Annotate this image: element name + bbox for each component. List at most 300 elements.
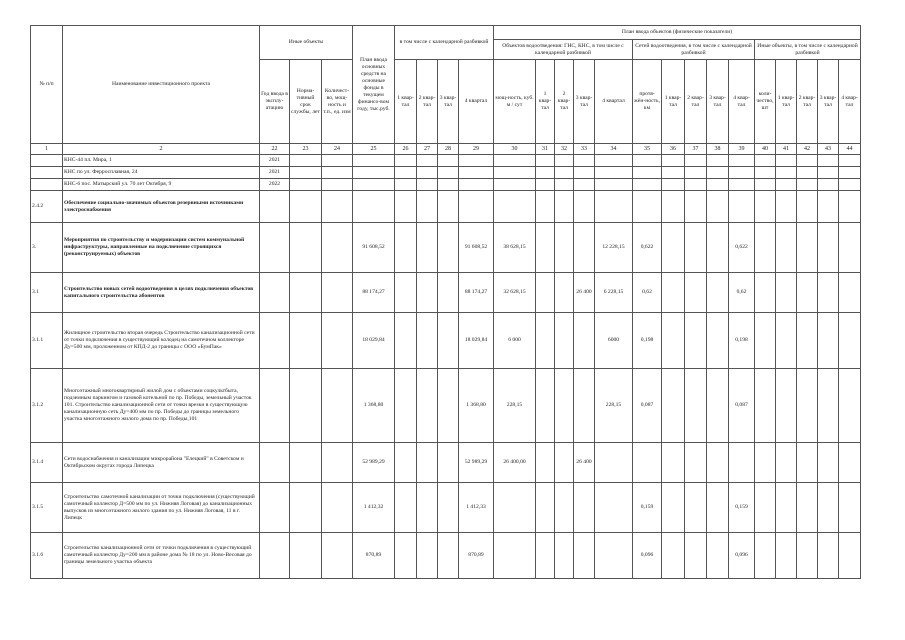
empty-cell <box>555 369 574 443</box>
empty-cell <box>755 155 776 167</box>
empty-cell <box>290 313 322 369</box>
kns-q3-value <box>574 483 595 533</box>
length-value <box>633 167 662 179</box>
col-number: 32 <box>555 144 574 155</box>
empty-cell <box>662 155 685 167</box>
empty-cell <box>438 273 459 313</box>
header-quantity: Количест-во, мощ-ность и т.п., ед. изм <box>322 60 353 144</box>
header-plan-physical: План ввода объектов (физические показатели) <box>494 26 861 40</box>
empty-cell <box>438 443 459 483</box>
empty-cell <box>797 155 818 167</box>
empty-cell <box>662 191 685 223</box>
empty-cell <box>797 191 818 223</box>
row-number: 3.1.4 <box>31 443 63 483</box>
empty-cell <box>290 155 322 167</box>
empty-cell <box>818 167 839 179</box>
project-name: Обеспечение социально-значимых объектов резервными источниками электроснабжения <box>63 191 260 223</box>
length-value: 0,096 <box>633 533 662 579</box>
project-name: КНС по ул. Ферросплавная, 24 <box>63 167 260 179</box>
header-length: протя-жён-ность, км <box>633 60 662 144</box>
empty-cell <box>685 167 707 179</box>
plan-value <box>353 179 395 191</box>
empty-cell <box>438 483 459 533</box>
kns-q4-value <box>595 191 633 223</box>
empty-cell <box>395 191 417 223</box>
quarter4-value: 91 608,52 <box>459 223 494 273</box>
empty-cell <box>818 369 839 443</box>
empty-cell <box>536 369 555 443</box>
empty-cell <box>685 223 707 273</box>
empty-cell <box>685 191 707 223</box>
network-q4-value: 0,622 <box>729 223 755 273</box>
network-q4-value: 0,62 <box>729 273 755 313</box>
length-value <box>633 443 662 483</box>
length-value <box>633 179 662 191</box>
empty-cell <box>322 179 353 191</box>
project-name: Многоэтажный многоквартирный жилой дом с объектами соцкультбыта, подземным паркингом и газовой котельной по пр. Победы, земельный участок 101. Строительство канализационной сети от точки врезки в существующую канализационную сеть Ду=400 мм по пр. Победы до границы земельного участка многоэтажного жилого дома по пр. Победы,101 <box>63 369 260 443</box>
year-value <box>260 483 290 533</box>
kns-q3-value: 26 400 <box>574 273 595 313</box>
quarter4-value <box>459 179 494 191</box>
project-name: Строительство самотечной канализации от точки подключения (существующий самотечный коллектор Д=500 мм по ул. Нижняя Логовая) до канализационных выпусков из многоэтажного жилого здания по ул. Нижняя Логовая, 11 в г. Липецк <box>63 483 260 533</box>
table-row <box>31 369 861 443</box>
empty-cell <box>438 223 459 273</box>
header-kns-q3: 3 квар-тал <box>574 60 595 144</box>
network-q4-value: 0,096 <box>729 533 755 579</box>
header-count: коли-чество, шт <box>755 60 776 144</box>
plan-value: 1 368,80 <box>353 369 395 443</box>
empty-cell <box>417 483 438 533</box>
empty-cell <box>755 533 776 579</box>
empty-cell <box>818 533 839 579</box>
empty-cell <box>685 533 707 579</box>
empty-cell <box>395 369 417 443</box>
kns-q3-value <box>574 179 595 191</box>
empty-cell <box>290 443 322 483</box>
empty-cell <box>707 191 729 223</box>
col-number: 27 <box>417 144 438 155</box>
empty-cell <box>818 483 839 533</box>
empty-cell <box>707 273 729 313</box>
network-q4-value <box>729 167 755 179</box>
empty-cell <box>417 191 438 223</box>
empty-cell <box>707 167 729 179</box>
empty-cell <box>685 483 707 533</box>
empty-cell <box>555 167 574 179</box>
empty-cell <box>776 167 797 179</box>
length-value: 0,159 <box>633 483 662 533</box>
empty-cell <box>818 223 839 273</box>
plan-value <box>353 191 395 223</box>
col-number: 34 <box>595 144 633 155</box>
year-value <box>260 273 290 313</box>
empty-cell <box>662 167 685 179</box>
empty-cell <box>839 191 861 223</box>
col-number: 25 <box>353 144 395 155</box>
empty-cell <box>839 179 861 191</box>
length-value: 0,62 <box>633 273 662 313</box>
empty-cell <box>839 443 861 483</box>
project-name: Мероприятия по строительству и модернизации систем коммунальной инфраструктуры, направленные на подключение строящихся (реконструируемых) объектов <box>63 223 260 273</box>
col-number: 30 <box>494 144 536 155</box>
capacity-value <box>494 167 536 179</box>
empty-cell <box>776 483 797 533</box>
network-q4-value: 0,198 <box>729 313 755 369</box>
table-row <box>31 483 861 533</box>
header-other-objects: Иные объекты <box>260 26 353 60</box>
header-project-name: Наименование инвестиционного проекта <box>63 26 260 144</box>
empty-cell <box>839 483 861 533</box>
header-kns-q2: 2 квар-тал <box>555 60 574 144</box>
column-number-row <box>31 144 861 155</box>
empty-cell <box>685 369 707 443</box>
col-number: 28 <box>438 144 459 155</box>
row-number: 3.1 <box>31 273 63 313</box>
header-group-kns: Объектов водоотведения: ГНС, КНС, в том числе с календарной разбивкой <box>494 40 633 60</box>
empty-cell <box>662 533 685 579</box>
empty-cell <box>555 313 574 369</box>
capacity-value <box>494 155 536 167</box>
empty-cell <box>417 155 438 167</box>
col-number: 43 <box>818 144 839 155</box>
empty-cell <box>395 443 417 483</box>
capacity-value <box>494 191 536 223</box>
empty-cell <box>776 191 797 223</box>
empty-cell <box>417 369 438 443</box>
empty-cell <box>839 313 861 369</box>
empty-cell <box>290 533 322 579</box>
col-number: 23 <box>290 144 322 155</box>
empty-cell <box>707 313 729 369</box>
kns-q4-value: 6 228,15 <box>595 273 633 313</box>
empty-cell <box>839 155 861 167</box>
empty-cell <box>555 533 574 579</box>
empty-cell <box>818 155 839 167</box>
empty-cell <box>290 223 322 273</box>
empty-cell <box>395 179 417 191</box>
year-value <box>260 223 290 273</box>
empty-cell <box>438 191 459 223</box>
network-q4-value <box>729 443 755 483</box>
empty-cell <box>662 273 685 313</box>
project-name: КНС-6 пос. Матырский ул. 70 лет Октября, 9 <box>63 179 260 191</box>
empty-cell <box>417 179 438 191</box>
empty-cell <box>395 273 417 313</box>
empty-cell <box>438 369 459 443</box>
header-q2: 2 квар-тал <box>417 60 438 144</box>
empty-cell <box>438 167 459 179</box>
empty-cell <box>685 443 707 483</box>
empty-cell <box>662 369 685 443</box>
header-net-q2: 2 квар-тал <box>685 60 707 144</box>
investment-plan-table <box>30 25 861 579</box>
col-number: 42 <box>797 144 818 155</box>
header-q1: 1 квар-тал <box>395 60 417 144</box>
quarter4-value: 1 412,33 <box>459 483 494 533</box>
header-net-q1: 1 квар-тал <box>662 60 685 144</box>
project-name: Сети водоснабжения и канализации микрорайона "Елецкий" в Советском и Октябрьском округах города Липецка <box>63 443 260 483</box>
row-number: 2.4.2 <box>31 191 63 223</box>
empty-cell <box>685 155 707 167</box>
table-row <box>31 179 861 191</box>
empty-cell <box>797 223 818 273</box>
kns-q4-value <box>595 167 633 179</box>
empty-cell <box>290 369 322 443</box>
year-value <box>260 313 290 369</box>
col-number: 26 <box>395 144 417 155</box>
capacity-value <box>494 179 536 191</box>
kns-q4-value <box>595 483 633 533</box>
empty-cell <box>707 155 729 167</box>
empty-cell <box>536 533 555 579</box>
empty-cell <box>417 313 438 369</box>
col-number: 29 <box>459 144 494 155</box>
empty-cell <box>322 167 353 179</box>
length-value: 0,622 <box>633 223 662 273</box>
header-group-other: Иные объекты, в том числе с календарной разбивкой <box>755 40 861 60</box>
empty-cell <box>839 167 861 179</box>
empty-cell <box>322 369 353 443</box>
year-value: 2021 <box>260 167 290 179</box>
plan-value: 1 412,32 <box>353 483 395 533</box>
table-row <box>31 533 861 579</box>
col-number: 36 <box>662 144 685 155</box>
empty-cell <box>776 313 797 369</box>
empty-cell <box>755 483 776 533</box>
header-group-networks: Сетей водоотведения, в том числе с календарной разбивкой <box>633 40 755 60</box>
col-number: 40 <box>755 144 776 155</box>
kns-q4-value <box>595 443 633 483</box>
table-row <box>31 155 861 167</box>
empty-cell <box>707 443 729 483</box>
length-value: 0,087 <box>633 369 662 443</box>
empty-cell <box>536 179 555 191</box>
header-plan-input: План ввода основных средств на основные фонды в текущем финансо-вом году, тыс.руб. <box>353 26 395 144</box>
header-incl-by-quarters: в том числе с календарной разбивкой <box>395 26 494 60</box>
empty-cell <box>818 273 839 313</box>
empty-cell <box>797 167 818 179</box>
empty-cell <box>755 191 776 223</box>
col-number: 2 <box>63 144 260 155</box>
quarter4-value <box>459 155 494 167</box>
col-number: 41 <box>776 144 797 155</box>
empty-cell <box>536 443 555 483</box>
year-value <box>260 191 290 223</box>
col-number: 31 <box>536 144 555 155</box>
header-oth-q4: 4 квар-тал <box>839 60 861 144</box>
kns-q4-value: 12 228,15 <box>595 223 633 273</box>
row-number <box>31 179 63 191</box>
kns-q4-value <box>595 155 633 167</box>
capacity-value: 38 628,15 <box>494 223 536 273</box>
empty-cell <box>395 533 417 579</box>
empty-cell <box>417 167 438 179</box>
empty-cell <box>797 179 818 191</box>
empty-cell <box>438 533 459 579</box>
empty-cell <box>755 273 776 313</box>
empty-cell <box>290 191 322 223</box>
empty-cell <box>536 313 555 369</box>
empty-cell <box>755 369 776 443</box>
row-number <box>31 155 63 167</box>
empty-cell <box>839 369 861 443</box>
kns-q4-value <box>595 533 633 579</box>
empty-cell <box>417 533 438 579</box>
empty-cell <box>536 167 555 179</box>
col-number: 37 <box>685 144 707 155</box>
header-q3: 3 квар-тал <box>438 60 459 144</box>
header-oth-q3: 3 квар-тал <box>818 60 839 144</box>
kns-q3-value <box>574 223 595 273</box>
table-row <box>31 273 861 313</box>
row-number: 3. <box>31 223 63 273</box>
empty-cell <box>662 179 685 191</box>
empty-cell <box>818 313 839 369</box>
empty-cell <box>839 273 861 313</box>
kns-q3-value <box>574 533 595 579</box>
kns-q3-value <box>574 369 595 443</box>
row-number: 3.1.5 <box>31 483 63 533</box>
empty-cell <box>555 191 574 223</box>
empty-cell <box>322 191 353 223</box>
empty-cell <box>776 443 797 483</box>
year-value <box>260 369 290 443</box>
quarter4-value <box>459 167 494 179</box>
empty-cell <box>395 223 417 273</box>
col-number: 1 <box>31 144 63 155</box>
network-q4-value <box>729 179 755 191</box>
capacity-value: 6 000 <box>494 313 536 369</box>
empty-cell <box>707 533 729 579</box>
quarter4-value <box>459 191 494 223</box>
empty-cell <box>438 155 459 167</box>
empty-cell <box>290 167 322 179</box>
plan-value: 88 174,27 <box>353 273 395 313</box>
col-number: 44 <box>839 144 861 155</box>
empty-cell <box>707 369 729 443</box>
length-value <box>633 155 662 167</box>
capacity-value: 26 400,00 <box>494 443 536 483</box>
quarter4-value: 870,89 <box>459 533 494 579</box>
length-value <box>633 191 662 223</box>
row-number <box>31 167 63 179</box>
empty-cell <box>797 443 818 483</box>
empty-cell <box>290 179 322 191</box>
project-name: Строительство канализационной сети от точки подключения в существующий самотечный коллектор Ду=200 мм в районе дома № 18 по ул. Ново-Весовая до границы земельного участка объекта <box>63 533 260 579</box>
col-number: 38 <box>707 144 729 155</box>
empty-cell <box>707 483 729 533</box>
empty-cell <box>322 483 353 533</box>
empty-cell <box>818 191 839 223</box>
empty-cell <box>555 179 574 191</box>
row-number: 3.1.2 <box>31 369 63 443</box>
empty-cell <box>797 483 818 533</box>
kns-q3-value <box>574 313 595 369</box>
empty-cell <box>776 179 797 191</box>
project-name: Жилищное строительство вторая очередь Строительство канализационной сети от точки подключения в существующий колодец на самотечном коллекторе Ду=500 мм, проложенном от КПД-2 до границы с ООО «БумПак» <box>63 313 260 369</box>
empty-cell <box>322 313 353 369</box>
empty-cell <box>555 443 574 483</box>
empty-cell <box>290 273 322 313</box>
empty-cell <box>685 179 707 191</box>
empty-cell <box>536 483 555 533</box>
plan-value <box>353 167 395 179</box>
empty-cell <box>662 313 685 369</box>
capacity-value <box>494 483 536 533</box>
kns-q3-value <box>574 167 595 179</box>
plan-value: 870,89 <box>353 533 395 579</box>
header-capacity: мощ-ность, куб. м / сут <box>494 60 536 144</box>
table-body <box>31 155 861 579</box>
header-net-q4: 4 квар-тал <box>729 60 755 144</box>
empty-cell <box>797 369 818 443</box>
empty-cell <box>395 313 417 369</box>
col-number: 35 <box>633 144 662 155</box>
year-value: 2022 <box>260 179 290 191</box>
header-kns-q1: 1 квар-тал <box>536 60 555 144</box>
header-year: Год ввода в эксплу-атацию <box>260 60 290 144</box>
empty-cell <box>776 155 797 167</box>
network-q4-value: 0,087 <box>729 369 755 443</box>
network-q4-value <box>729 191 755 223</box>
empty-cell <box>776 223 797 273</box>
empty-cell <box>839 223 861 273</box>
empty-cell <box>555 273 574 313</box>
plan-value: 18 029,84 <box>353 313 395 369</box>
empty-cell <box>417 223 438 273</box>
quarter4-value: 52 989,29 <box>459 443 494 483</box>
empty-cell <box>322 533 353 579</box>
empty-cell <box>662 443 685 483</box>
capacity-value: 32 628,15 <box>494 273 536 313</box>
header-net-q3: 3 квар-тал <box>707 60 729 144</box>
empty-cell <box>662 483 685 533</box>
empty-cell <box>818 179 839 191</box>
empty-cell <box>707 179 729 191</box>
empty-cell <box>536 273 555 313</box>
empty-cell <box>417 273 438 313</box>
empty-cell <box>797 313 818 369</box>
empty-cell <box>685 313 707 369</box>
table-row <box>31 191 861 223</box>
empty-cell <box>395 483 417 533</box>
table-row <box>31 167 861 179</box>
header-service-life: Норма-тивный срок службы, лет <box>290 60 322 144</box>
empty-cell <box>755 313 776 369</box>
header-q4: 4 квартал <box>459 60 494 144</box>
empty-cell <box>322 273 353 313</box>
empty-cell <box>797 533 818 579</box>
plan-value: 52 989,29 <box>353 443 395 483</box>
empty-cell <box>536 191 555 223</box>
empty-cell <box>839 533 861 579</box>
empty-cell <box>417 443 438 483</box>
empty-cell <box>395 167 417 179</box>
empty-cell <box>755 167 776 179</box>
col-number: 33 <box>574 144 595 155</box>
empty-cell <box>776 273 797 313</box>
empty-cell <box>755 443 776 483</box>
col-number: 22 <box>260 144 290 155</box>
table-row <box>31 443 861 483</box>
row-number: 3.1.6 <box>31 533 63 579</box>
empty-cell <box>438 313 459 369</box>
empty-cell <box>395 155 417 167</box>
quarter4-value: 1 368,80 <box>459 369 494 443</box>
kns-q3-value <box>574 155 595 167</box>
network-q4-value <box>729 155 755 167</box>
empty-cell <box>290 483 322 533</box>
